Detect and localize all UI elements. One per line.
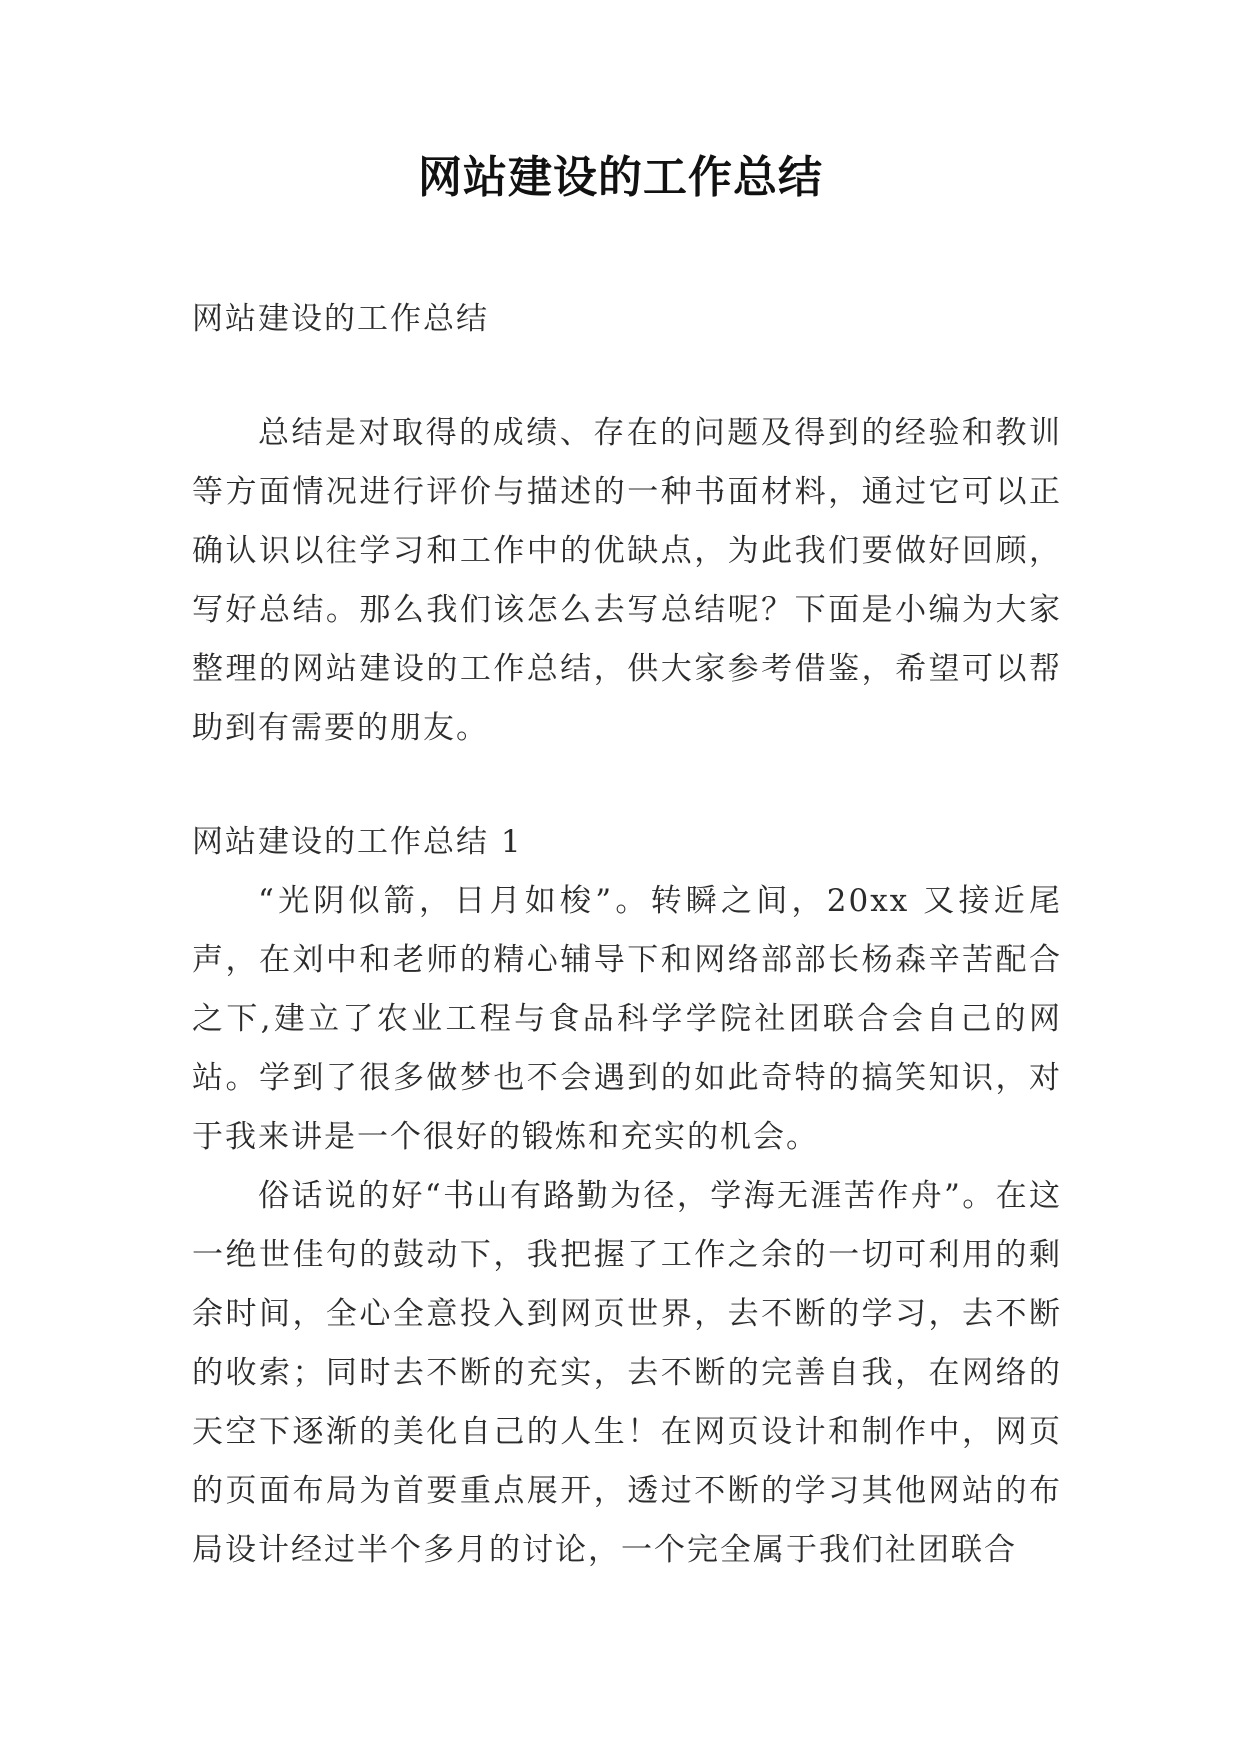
document-subtitle: 网站建设的工作总结 <box>192 301 489 337</box>
intro-paragraph: 总结是对取得的成绩、存在的问题及得到的经验和教训等方面情况进行评价与描述的一种书面材料，通过它可以正确认识以往学习和工作中的优缺点，为此我们要做好回顾，写好总结。那么我们该怎么去写总结呢？下面是小编为大家整理的网站建设的工作总结，供大家参考借鉴，希望可以帮助到有需要的朋友。 <box>192 415 1062 746</box>
section-heading: 网站建设的工作总结 1 <box>192 824 523 860</box>
document-body <box>192 290 1062 1580</box>
document-title: 网站建设的工作总结 <box>418 152 823 203</box>
section-paragraph-1: “光阴似箭，日月如梭”。转瞬之间，20xx 又接近尾声，在刘中和老师的精心辅导下和网络部部长杨森辛苦配合之下,建立了农业工程与食品科学学院社团联合会自己的网站。学到了很多做梦也不会遇到的如此奇特的搞笑知识，对于我来讲是一个很好的锻炼和充实的机会。 <box>192 883 1062 1155</box>
section-paragraph-2: 俗话说的好“书山有路勤为径，学海无涯苦作舟”。在这一绝世佳句的鼓动下，我把握了工作之余的一切可利用的剩余时间，全心全意投入到网页世界，去不断的学习，去不断的收索；同时去不断的充实，去不断的完善自我，在网络的天空下逐渐的美化自己的人生！在网页设计和制作中，网页的页面布局为首要重点展开，透过不断的学习其他网站的布局设计经过半个多月的讨论，一个完全属于我们社团联合 <box>192 1178 1062 1568</box>
